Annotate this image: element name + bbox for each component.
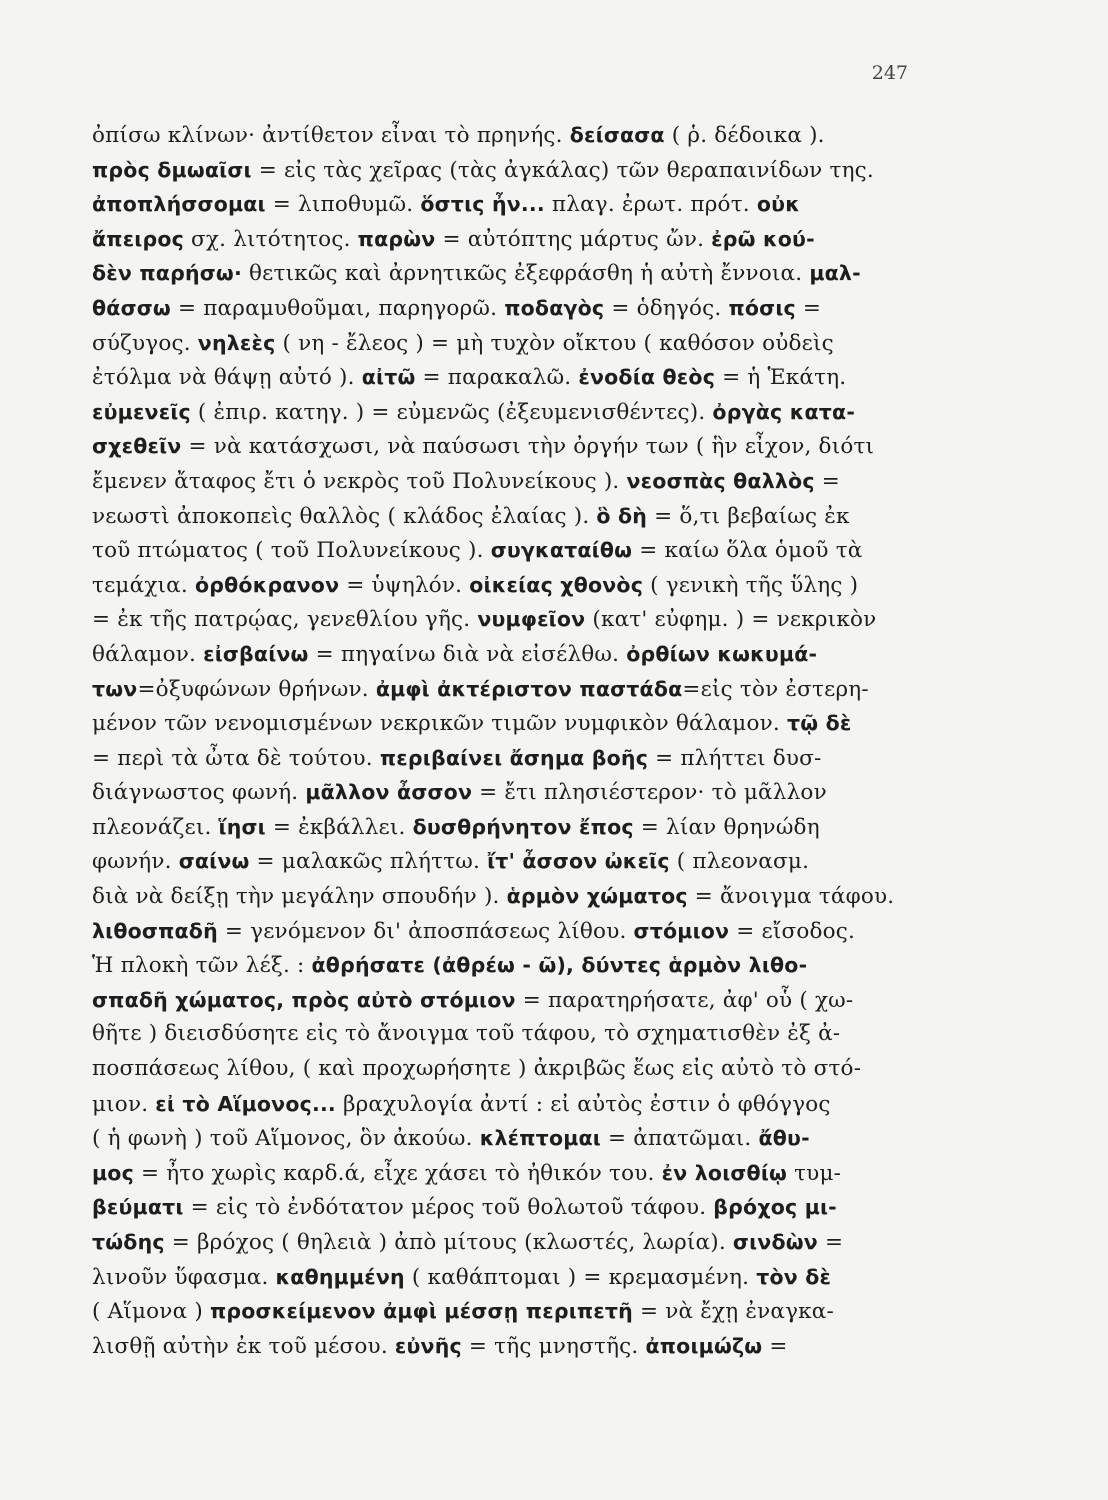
- headword: μᾶλλον ἆσσον: [305, 780, 473, 805]
- text-line: [92, 775, 944, 810]
- gloss-text: =: [817, 1230, 844, 1255]
- headword: περιβαίνει ἄσημα βοῆς: [379, 745, 649, 770]
- headword: ἐρῶ κού-: [711, 226, 815, 251]
- headword: ἀθρήσατε (ἀθρέω - ῶ), δύντες ἁρμὸν λιθο-: [311, 953, 808, 978]
- gloss-text: διάγνωστος φωνή.: [92, 780, 306, 806]
- headword: ὀρθίων κωκυμά-: [626, 641, 818, 666]
- headword: βρόχος μι-: [713, 1195, 837, 1220]
- gloss-text: ( ἡ φωνὴ ) τοῦ Αἵμονος, ὃν ἀκούω.: [92, 1126, 480, 1152]
- gloss-text: = καίω ὅλα ὁμοῦ τὰ: [632, 538, 863, 564]
- text-line: [92, 464, 944, 499]
- headword: ἐνοδία θεὸς: [578, 365, 716, 390]
- headword: ἵησι: [218, 814, 266, 839]
- gloss-text: ὀπίσω κλίνων· ἀντίθετον εἶναι τὸ πρηνής.: [92, 123, 570, 148]
- headword: ἁρμὸν χώματος: [506, 884, 688, 909]
- text-line: [92, 1260, 944, 1295]
- gloss-text: = παρατηρήσατε, ἀφ' οὗ ( χω-: [515, 987, 854, 1013]
- text-line: [92, 1329, 944, 1364]
- text-line: [92, 568, 944, 603]
- gloss-text: ( καθάπτομαι ) = κρεμασμένη.: [404, 1264, 757, 1290]
- headword: σχεθεῖν: [92, 434, 182, 459]
- gloss-text: ( πλεονασμ.: [669, 849, 810, 875]
- gloss-text: σχ. λιτότητος.: [184, 226, 358, 252]
- gloss-text: = αὐτόπτης μάρτυς ὤν.: [435, 226, 712, 252]
- gloss-text: πλαγ. ἐρωτ. πρότ.: [544, 192, 757, 218]
- headword: σαίνω: [178, 849, 250, 874]
- text-line: [92, 1225, 944, 1260]
- gloss-text: =: [814, 468, 840, 494]
- headword: σπαδῆ χώματος, πρὸς αὐτὸ στόμιον: [92, 987, 516, 1012]
- gloss-text: = νὰ ἔχῃ ἐναγκα-: [632, 1299, 834, 1325]
- headword: κλέπτομαι: [479, 1126, 601, 1151]
- gloss-text: φωνήν.: [92, 849, 179, 875]
- gloss-text: = ὁδηγός.: [604, 295, 729, 321]
- gloss-text: διὰ νὰ δείξῃ τὴν μεγάλην σπουδήν ).: [92, 884, 507, 910]
- gloss-text: = τῆς μνηστῆς.: [461, 1333, 646, 1359]
- headword: ὀρθόκρανον: [194, 572, 340, 597]
- gloss-text: =εἰς τὸν ἐστερη-: [682, 676, 869, 702]
- text-line: [92, 810, 944, 845]
- headword: δὲν παρήσω·: [92, 261, 242, 286]
- headword: εἰ τὸ Αἵμονος...: [155, 1091, 336, 1116]
- text-line: [92, 187, 944, 222]
- text-line: [92, 118, 944, 153]
- text-line: [92, 948, 944, 983]
- gloss-text: = μαλακῶς πλήττω.: [249, 849, 488, 875]
- gloss-text: = ἦτο χωρὶς καρδ.ά, εἶχε χάσει τὸ ἠθικόν του.: [133, 1160, 662, 1186]
- text-line: [92, 291, 944, 326]
- gloss-text: θάλαμον.: [92, 641, 204, 667]
- headword: συγκαταίθω: [490, 538, 633, 563]
- text-line: [92, 533, 944, 568]
- gloss-text: = ἐκ τῆς πατρῴας, γενεθλίου γῆς.: [92, 607, 478, 633]
- headword: δυσθρήνητον ἔπος: [412, 814, 634, 839]
- gloss-text: σύζυγος.: [92, 330, 198, 356]
- gloss-text: νεωστὶ ἀποκοπεὶς θαλλὸς ( κλάδος ἐλαίας ).: [92, 503, 597, 529]
- text-line: [92, 1052, 944, 1087]
- gloss-text: λισθῇ αὐτὴν ἐκ τοῦ μέσου.: [92, 1333, 395, 1359]
- gloss-text: = πλήττει δυσ-: [648, 745, 822, 771]
- gloss-text: ( Αἵμονα ): [92, 1299, 210, 1325]
- headword: δείσασα: [569, 123, 665, 147]
- gloss-text: τοῦ πτώματος ( τοῦ Πολυνείκους ).: [92, 538, 491, 564]
- text-line: [92, 983, 944, 1018]
- text-line: [92, 879, 944, 914]
- gloss-text: (κατ' εὐφημ. ) = νεκρικὸν: [585, 607, 877, 633]
- page-number: 247: [871, 62, 908, 84]
- headword: μαλ-: [809, 261, 861, 286]
- text-line: [92, 429, 944, 464]
- headword: ὀργὰς κατα-: [712, 399, 856, 424]
- text-line: [92, 1087, 944, 1122]
- text-line: [92, 222, 944, 257]
- text-line: [92, 1121, 944, 1156]
- gloss-text: ( ἐπιρ. κατηγ. ) = εὐμενῶς (ἐξευμενισθέντες).: [190, 399, 713, 425]
- gloss-text: = ἡ Ἑκάτη.: [715, 365, 847, 391]
- text-line: [92, 1190, 944, 1225]
- headword: ὅστις ἦν...: [420, 192, 545, 217]
- gloss-text: = παραμυθοῦμαι, παρηγορῶ.: [170, 295, 505, 321]
- headword: ἐν λοισθίῳ: [661, 1160, 788, 1185]
- gloss-text: = παρακαλῶ.: [415, 365, 579, 391]
- gloss-text: = βρόχος ( θηλειὰ ) ἀπὸ μίτους (κλωστές, λωρία).: [164, 1230, 733, 1255]
- gloss-text: μιον.: [92, 1091, 156, 1117]
- gloss-text: τυμ-: [787, 1160, 842, 1186]
- headword: νυμφεῖον: [477, 607, 586, 632]
- headword: λιθοσπαδῆ: [92, 918, 218, 943]
- gloss-text: = εἰς τὸ ἐνδότατον μέρος τοῦ θολωτοῦ τάφου.: [183, 1195, 714, 1221]
- text-line: [92, 1017, 944, 1052]
- gloss-text: ( ῥ. δέδοικα ).: [664, 123, 825, 148]
- headword: τὸν δὲ: [756, 1264, 832, 1289]
- text-line: [92, 153, 944, 188]
- headword: πόσις: [728, 295, 796, 320]
- headword: νηλεὲς: [197, 330, 276, 355]
- headword: στόμιον: [633, 918, 730, 943]
- headword: πρὸς δμωαῖσι: [92, 157, 252, 182]
- gloss-text: = γενόμενον δι' ἀποσπάσεως λίθου.: [217, 918, 634, 944]
- gloss-text: = ἐκβάλλει.: [265, 814, 413, 840]
- gloss-text: =: [795, 295, 822, 321]
- text-line: [92, 741, 944, 776]
- headword: ἀποιμώζω: [645, 1333, 763, 1358]
- headword: ἄθυ-: [758, 1126, 810, 1151]
- text-line: [92, 256, 944, 291]
- gloss-text: ἐτόλμα νὰ θάψῃ αὐτό ).: [92, 365, 362, 391]
- text-line: [92, 602, 944, 637]
- gloss-text: ποσπάσεως λίθου, ( καὶ προχωρήσητε ) ἀκριβῶς ἕως εἰς αὐτὸ τὸ στό-: [92, 1056, 862, 1082]
- text-line: [92, 914, 944, 949]
- gloss-text: ἔμενεν ἄταφος ἔτι ὁ νεκρὸς τοῦ Πολυνείκους ).: [92, 468, 627, 494]
- headword: ἄπειρος: [92, 226, 185, 251]
- headword: τῷ δὲ: [786, 711, 852, 736]
- gloss-text: = λίαν θρηνώδη: [633, 814, 820, 840]
- gloss-text: = νὰ κατάσχωσι, νὰ παύσωσι τὴν ὀργήν των ( ἣν εἶχον, διότι: [181, 434, 875, 460]
- gloss-text: = εἴσοδος.: [729, 918, 856, 944]
- headword: εὐμενεῖς: [92, 399, 191, 424]
- gloss-text: πλεονάζει.: [92, 814, 219, 840]
- gloss-text: = ὅ,τι βεβαίως ἐκ: [647, 503, 850, 529]
- text-line: [92, 360, 944, 395]
- headword: των: [92, 676, 138, 701]
- gloss-text: = εἰς τὰς χεῖρας (τὰς ἀγκάλας) τῶν θεραπαινίδων της.: [251, 157, 874, 183]
- gloss-text: = ἔτι πλησιέστερον· τὸ μᾶλλον: [472, 780, 827, 806]
- text-line: [92, 499, 944, 534]
- headword: παρὼν: [357, 226, 436, 251]
- headword: σινδὼν: [732, 1230, 818, 1254]
- headword: αἰτῶ: [361, 365, 416, 390]
- headword: ἴτ' ἆσσον ὠκεῖς: [487, 849, 670, 874]
- headword: ὃ δὴ: [596, 503, 648, 528]
- gloss-text: ( νη - ἔλεος ) = μὴ τυχὸν οἴκτου ( καθόσον οὐδεὶς: [275, 330, 834, 356]
- gloss-text: μένον τῶν νενομισμένων νεκρικῶν τιμῶν νυμφικὸν θάλαμον.: [92, 711, 787, 737]
- gloss-text: θετικῶς καὶ ἀρνητικῶς ἐξεφράσθη ἡ αὐτὴ ἔννοια.: [241, 261, 810, 287]
- gloss-text: = ὑψηλόν.: [339, 572, 470, 598]
- text-line: [92, 706, 944, 741]
- headword: οἰκείας χθονὸς: [469, 572, 644, 597]
- commentary-text: [92, 118, 944, 1363]
- gloss-text: = ἀπατῶμαι.: [601, 1126, 759, 1152]
- text-line: [92, 1294, 944, 1329]
- text-line: [92, 395, 944, 430]
- gloss-text: = πηγαίνω διὰ νὰ εἰσέλθω.: [308, 641, 627, 667]
- gloss-text: τεμάχια.: [92, 572, 195, 598]
- gloss-text: = ἄνοιγμα τάφου.: [687, 884, 895, 910]
- gloss-text: = περὶ τὰ ὦτα δὲ τούτου.: [92, 745, 380, 771]
- headword: καθημμένη: [275, 1264, 405, 1289]
- headword: εὐνῆς: [394, 1333, 462, 1358]
- headword: ποδαγὸς: [504, 295, 605, 320]
- headword: ἀμφὶ ἀκτέριστον παστάδα: [375, 676, 683, 701]
- headword: ἀποπλήσσομαι: [92, 192, 266, 217]
- gloss-text: λινοῦν ὕφασμα.: [92, 1264, 276, 1290]
- gloss-text: = λιποθυμῶ.: [265, 192, 421, 218]
- headword: νεοσπὰς θαλλὸς: [626, 468, 815, 493]
- headword: θάσσω: [92, 295, 171, 320]
- text-line: [92, 844, 944, 879]
- gloss-text: =: [762, 1333, 788, 1359]
- headword: εἰσβαίνω: [203, 641, 309, 666]
- headword: βεύματι: [92, 1195, 184, 1220]
- text-line: [92, 672, 944, 707]
- headword: τώδης: [92, 1230, 165, 1254]
- gloss-text: θῆτε ) διεισδύσητε εἰς τὸ ἄνοιγμα τοῦ τάφου, τὸ σχηματισθὲν ἐξ ἀ-: [92, 1021, 841, 1047]
- gloss-text: βραχυλογία ἀντί : εἰ αὐτὸς ἐστιν ὁ φθόγγος: [335, 1091, 831, 1117]
- headword: οὐκ: [756, 192, 800, 217]
- headword: προσκείμενον ἀμφὶ μέσσῃ περιπετῆ: [209, 1299, 633, 1324]
- gloss-text: Ἡ πλοκὴ τῶν λέξ. :: [92, 953, 312, 979]
- text-line: [92, 1156, 944, 1191]
- gloss-text: ( γενικὴ τῆς ὕλης ): [643, 572, 859, 598]
- gloss-text: =ὀξυφώνων θρήνων.: [137, 676, 376, 702]
- text-line: [92, 637, 944, 672]
- text-line: [92, 326, 944, 361]
- headword: μος: [92, 1160, 134, 1185]
